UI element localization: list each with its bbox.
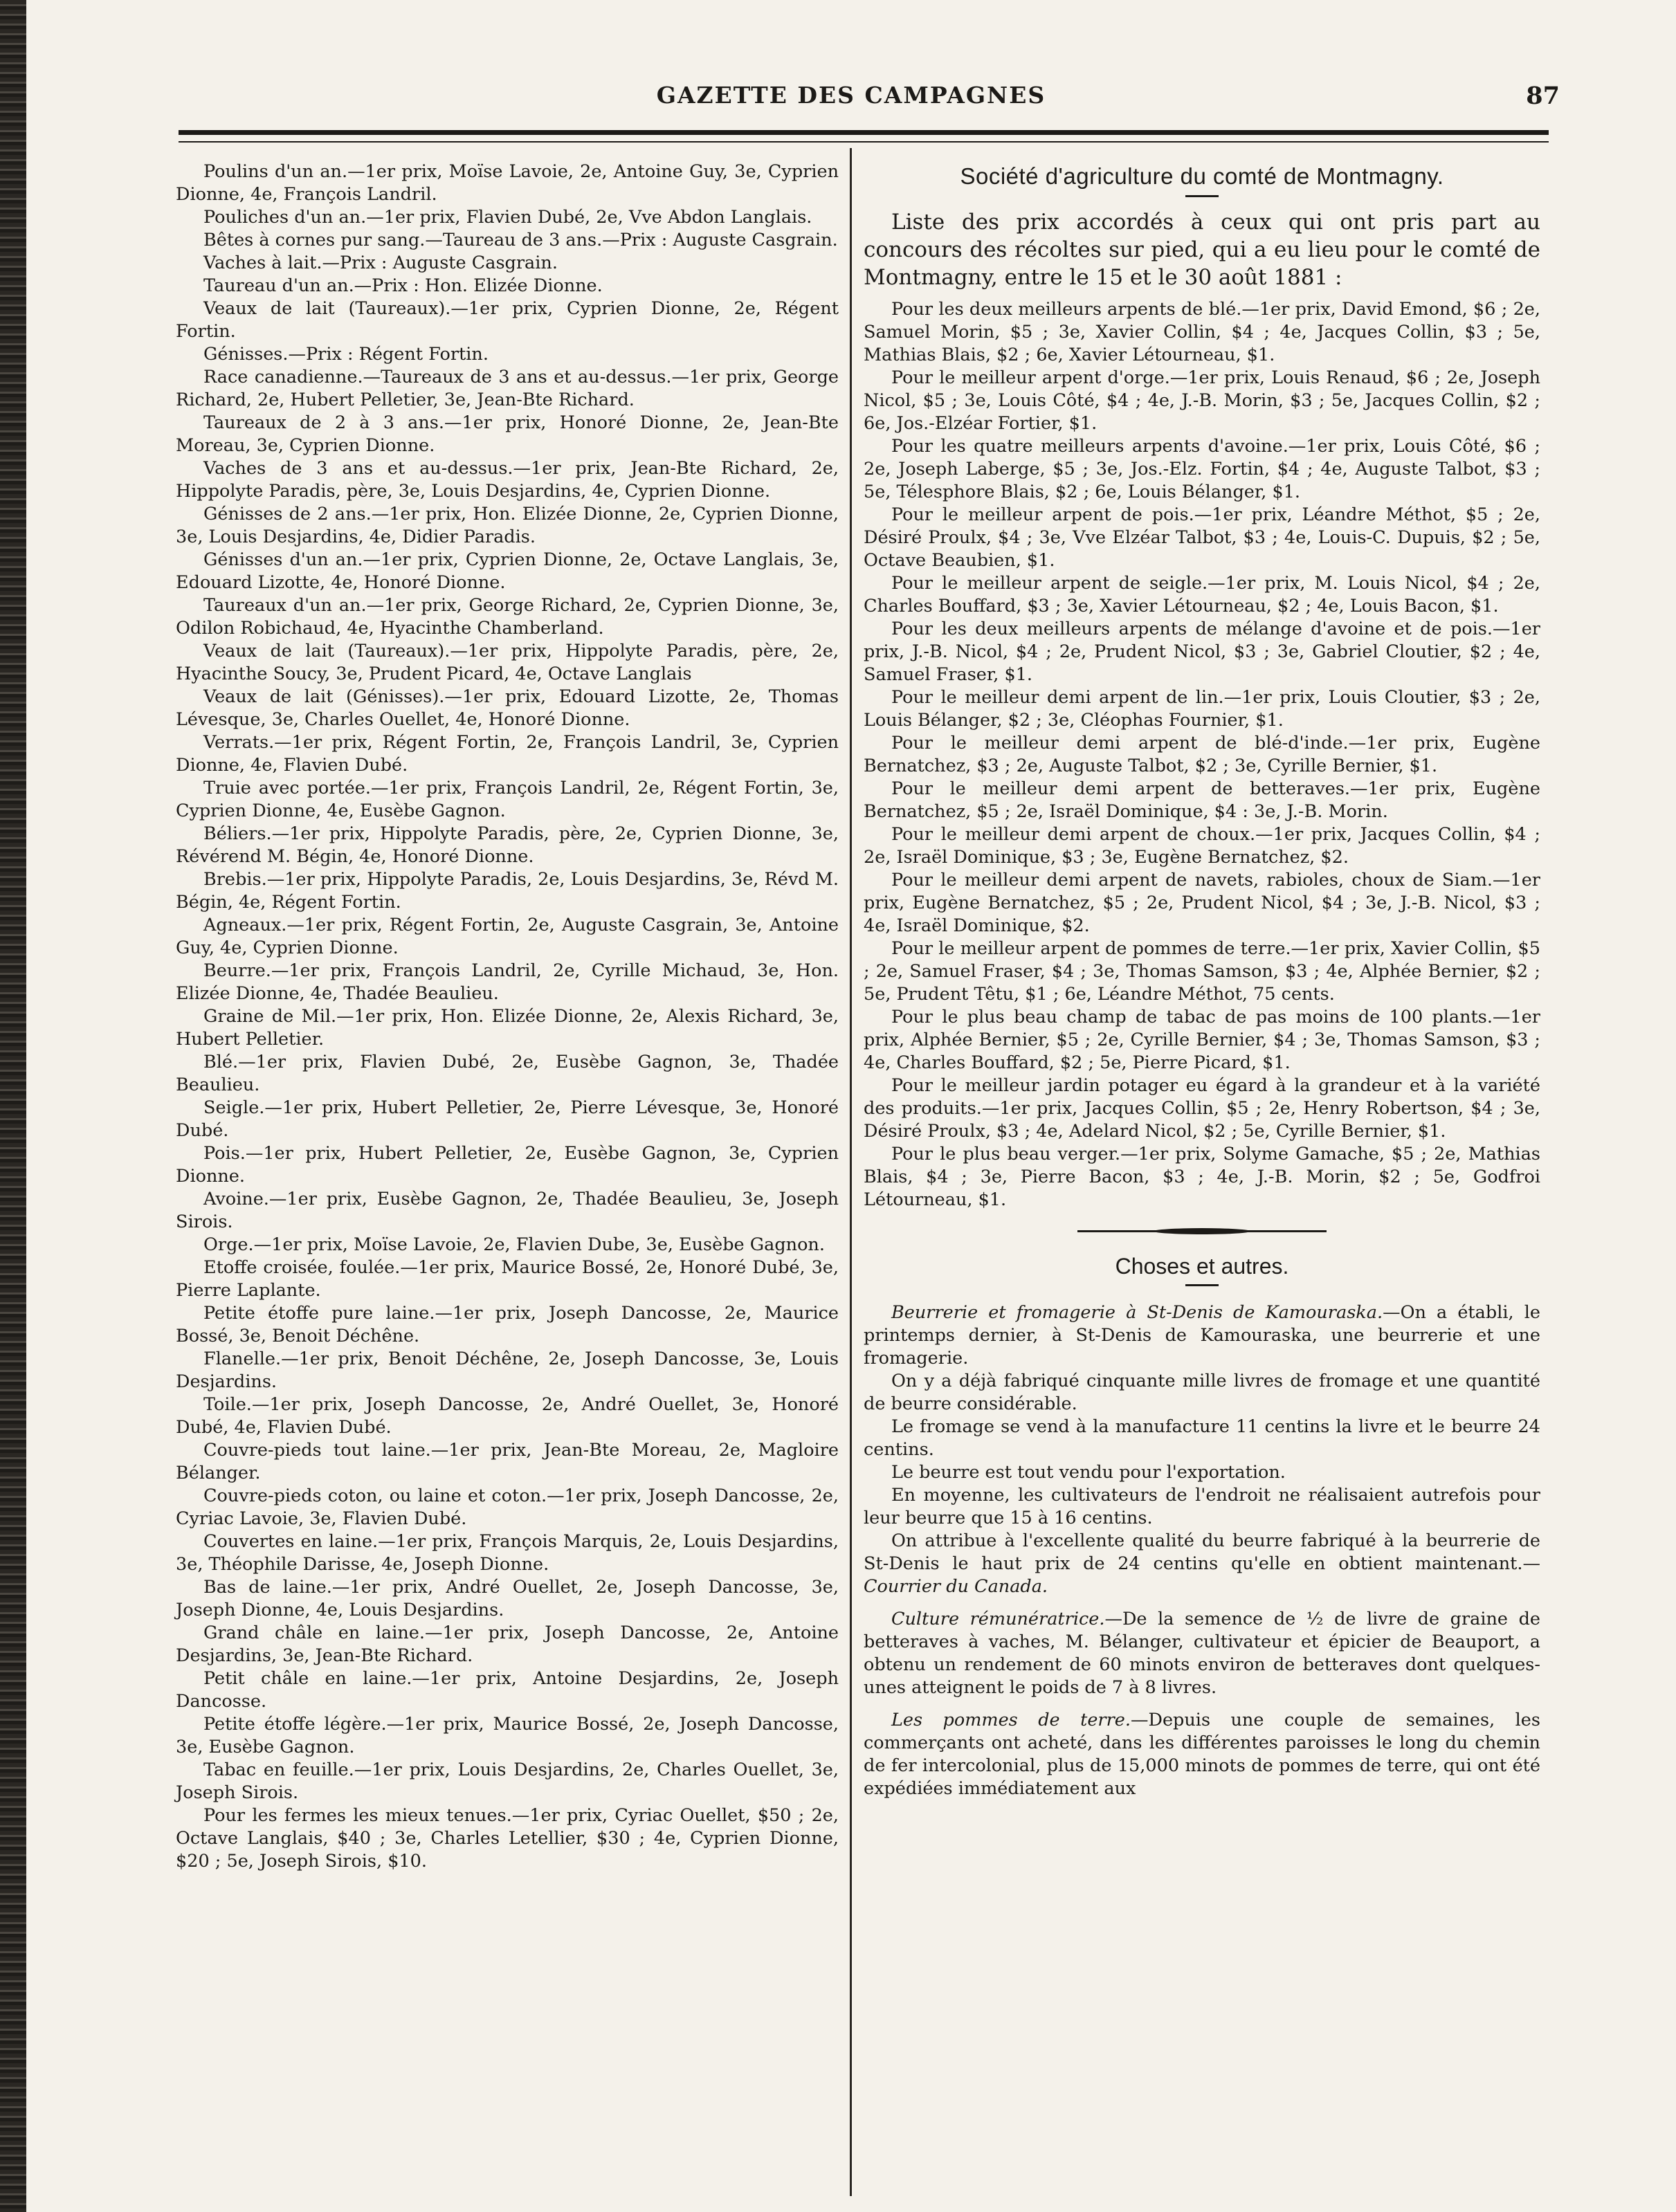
prize-paragraph: Béliers.—1er prix, Hippolyte Paradis, père, 2e, Cyprien Dionne, 3e, Révérend M. Bégin, 4e, Honoré Dionne.: [176, 823, 839, 867]
prize-paragraph: Toile.—1er prix, Joseph Dancosse, 2e, André Ouellet, 3e, Honoré Dubé, 4e, Flavien Dubé.: [176, 1394, 839, 1438]
prize-paragraph: Bêtes à cornes pur sang.—Taureau de 3 ans.—Prix : Auguste Casgrain.: [203, 230, 838, 250]
prize-paragraph: Avoine.—1er prix, Eusèbe Gagnon, 2e, Thadée Beaulieu, 3e, Joseph Sirois.: [176, 1189, 839, 1232]
prize-paragraph: Pois.—1er prix, Hubert Pelletier, 2e, Eusèbe Gagnon, 3e, Cyprien Dionne.: [176, 1143, 839, 1187]
prize-paragraph: Pour le meilleur arpent de pois.—1er prix, Léandre Méthot, $5 ; 2e, Désiré Proulx, $4 ; 3e, Vve Elzéar Talbot, $3 ; 4e, Louis-C. Dupuis, $2 ; 5e, Octave Beaubien, $1.: [864, 504, 1540, 571]
prize-paragraph: Génisses de 2 ans.—1er prix, Hon. Elizée Dionne, 2e, Cyprien Dionne, 3e, Louis Desjardins, 4e, Didier Paradis.: [176, 504, 839, 547]
prize-paragraph: Pour les deux meilleurs arpents de mélange d'avoine et de pois.—1er prix, J.-B. Nicol, $4 ; 2e, Prudent Nicol, $3 ; 3e, Gabriel Cloutier, $2 ; 4e, Samuel Fraser, $1.: [864, 619, 1540, 685]
news-paragraph: [864, 1530, 1540, 1598]
left-column: [176, 161, 839, 1873]
prize-paragraph: Seigle.—1er prix, Hubert Pelletier, 2e, Pierre Lévesque, 3e, Honoré Dubé.: [176, 1097, 839, 1141]
item-lead: Beurrerie et fromagerie à St-Denis de Kamouraska.: [891, 1302, 1383, 1323]
prize-paragraph: Tabac en feuille.—1er prix, Louis Desjardins, 2e, Charles Ouellet, 3e, Joseph Sirois.: [176, 1759, 839, 1803]
prize-paragraph: Verrats.—1er prix, Régent Fortin, 2e, François Landril, 3e, Cyprien Dionne, 4e, Flavien Dubé.: [176, 732, 839, 776]
news-paragraph: Le beurre est tout vendu pour l'exportation.: [891, 1462, 1286, 1483]
prize-paragraph: Pour les deux meilleurs arpents de blé.—1er prix, David Emond, $6 ; 2e, Samuel Morin, $5 ; 3e, Xavier Collin, $4 ; 4e, Jacques Collin, $3 ; 5e, Mathias Blais, $2 ; 6e, Xavier Létourneau, $1.: [864, 299, 1540, 365]
prize-paragraph: Couvre-pieds coton, ou laine et coton.—1er prix, Joseph Dancosse, 2e, Cyriac Lavoie, 3e, Flavien Dubé.: [176, 1486, 839, 1529]
publication-title: GAZETTE DES CAMPAGNES: [656, 82, 1046, 109]
prize-paragraph: Pour le plus beau verger.—1er prix, Solyme Gamache, $5 ; 2e, Mathias Blais, $4 ; 3e, Pierre Bacon, $3 ; 4e, J.-B. Morin, $2 ; 5e, Godfroi Létourneau, $1.: [864, 1144, 1540, 1210]
item-lead: Culture rémunératrice.: [891, 1609, 1105, 1629]
news-paragraph: En moyenne, les cultivateurs de l'endroit ne réalisaient autrefois pour leur beurre que 15 à 16 centins.: [864, 1485, 1540, 1528]
prize-paragraph: Grand châle en laine.—1er prix, Joseph Dancosse, 2e, Antoine Desjardins, 3e, Jean-Bte Richard.: [176, 1623, 839, 1666]
intro-paragraph: Liste des prix accordés à ceux qui ont pris part au concours des récoltes sur pied, qui a eu lieu pour le comté de Montmagny, entre le 15 et le 30 août 1881 :: [864, 210, 1540, 290]
running-head: [26, 82, 1676, 116]
prize-paragraph: Petit châle en laine.—1er prix, Antoine Desjardins, 2e, Joseph Dancosse.: [176, 1668, 839, 1712]
prize-paragraph: Pour le meilleur demi arpent de navets, rabioles, choux de Siam.—1er prix, Eugène Bernatchez, $5 ; 2e, Prudent Nicol, $4 ; 3e, J.-B. Nicol, $3 ; 4e, Israël Dominique, $2.: [864, 870, 1540, 936]
prize-paragraph: Taureau d'un an.—Prix : Hon. Elizée Dionne.: [203, 275, 603, 296]
prize-paragraph: Couvertes en laine.—1er prix, François Marquis, 2e, Louis Desjardins, 3e, Théophile Darisse, 4e, Joseph Dionne.: [176, 1531, 839, 1575]
prize-paragraph: Petite étoffe légère.—1er prix, Maurice Bossé, 2e, Joseph Dancosse, 3e, Eusèbe Gagnon.: [176, 1714, 839, 1757]
prize-paragraph: Pour le meilleur jardin potager eu égard à la grandeur et à la variété des produits.—1er prix, Jacques Collin, $5 ; 2e, Henry Robertson, $4 ; 3e, Désiré Proulx, $3 ; 4e, Adelard Nicol, $2 ; 5e, Cyrille Bernier, $1.: [864, 1075, 1540, 1142]
prize-paragraph: Pour le meilleur demi arpent de lin.—1er prix, Louis Cloutier, $3 ; 2e, Louis Bélanger, $2 ; 3e, Cléophas Fournier, $1.: [864, 687, 1540, 731]
news-paragraph: [864, 1709, 1540, 1800]
prize-paragraph: Veaux de lait (Taureaux).—1er prix, Hippolyte Paradis, père, 2e, Hyacinthe Soucy, 3e, Prudent Picard, 4e, Octave Langlais: [176, 641, 839, 684]
prize-paragraph: Pour le meilleur demi arpent de choux.—1er prix, Jacques Collin, $4 ; 2e, Israël Dominique, $3 ; 3e, Eugène Bernatchez, $2.: [864, 824, 1540, 868]
prize-paragraph: Vaches de 3 ans et au-dessus.—1er prix, Jean-Bte Richard, 2e, Hippolyte Paradis, père, 3e, Louis Desjardins, 4e, Cyprien Dionne.: [176, 458, 839, 502]
item-text: —On a établi, le printemps dernier, à St-Denis de Kamouraska, une beurrerie et une fromagerie.: [864, 1302, 1540, 1369]
prize-paragraph: Taureaux de 2 à 3 ans.—1er prix, Honoré Dionne, 2e, Jean-Bte Moreau, 3e, Cyprien Dionne.: [176, 412, 839, 456]
prize-paragraph: Poulins d'un an.—1er prix, Moïse Lavoie, 2e, Antoine Guy, 3e, Cyprien Dionne, 4e, François Landril.: [176, 161, 839, 205]
prize-paragraph: Taureaux d'un an.—1er prix, George Richard, 2e, Cyprien Dionne, 3e, Odilon Robichaud, 4e, Hyacinthe Chamberland.: [176, 595, 839, 639]
prize-paragraph: Petite étoffe pure laine.—1er prix, Joseph Dancosse, 2e, Maurice Bossé, 3e, Benoit Déchêne.: [176, 1303, 839, 1346]
prize-paragraph: Pour le meilleur arpent de seigle.—1er prix, M. Louis Nicol, $4 ; 2e, Charles Bouffard, $3 ; 3e, Xavier Létourneau, $2 ; 4e, Louis Bacon, $1.: [864, 573, 1540, 616]
ornamental-divider: [1077, 1230, 1327, 1233]
header-rule-thin: [179, 141, 1549, 143]
prize-paragraph: Pour le plus beau champ de tabac de pas moins de 100 plants.—1er prix, Alphée Bernier, $5 ; 2e, Cyrille Bernier, $4 ; 3e, Thomas Samson, $3 ; 4e, Charles Bouffard, $2 ; 5e, Pierre Picard, $1.: [864, 1007, 1540, 1073]
prize-paragraph: Bas de laine.—1er prix, André Ouellet, 2e, Joseph Dancosse, 3e, Joseph Dionne, 4e, Louis Desjardins.: [176, 1577, 839, 1620]
prize-paragraph: Pouliches d'un an.—1er prix, Flavien Dubé, 2e, Vve Abdon Langlais.: [203, 207, 812, 228]
news-paragraph: On y a déjà fabriqué cinquante mille livres de fromage et une quantité de beurre considérable.: [864, 1371, 1540, 1414]
item-text: —Depuis une couple de semaines, les commerçants ont acheté, dans les différentes paroisses le long du chemin de fer intercolonial, plus de 15,000 minots de pommes de terre, qui ont été expédiées immédiatement aux: [864, 1710, 1540, 1799]
column-divider: [850, 148, 852, 2196]
section-title-rule: [1185, 195, 1219, 197]
page-number: 87: [1526, 82, 1560, 110]
prize-paragraph: Orge.—1er prix, Moïse Lavoie, 2e, Flavien Dube, 3e, Eusèbe Gagnon.: [203, 1234, 825, 1255]
section-title-montmagny: Société d'agriculture du comté de Montmagny.: [960, 163, 1444, 189]
prize-paragraph: Race canadienne.—Taureaux de 3 ans et au-dessus.—1er prix, George Richard, 2e, Hubert Pelletier, 3e, Jean-Bte Richard.: [176, 367, 839, 410]
prize-paragraph: Truie avec portée.—1er prix, François Landril, 2e, Régent Fortin, 3e, Cyprien Dionne, 4e, Eusèbe Gagnon.: [176, 778, 839, 821]
newspaper-page: [26, 0, 1676, 2212]
prize-paragraph: Graine de Mil.—1er prix, Hon. Elizée Dionne, 2e, Alexis Richard, 3e, Hubert Pelletier.: [176, 1006, 839, 1050]
item-source: Courrier du Canada.: [864, 1576, 1048, 1597]
prize-paragraph: Génisses.—Prix : Régent Fortin.: [203, 344, 489, 365]
item-lead: Les pommes de terre.: [891, 1710, 1131, 1730]
prize-paragraph: Pour les quatre meilleurs arpents d'avoine.—1er prix, Louis Côté, $6 ; 2e, Joseph Laberge, $5 ; 3e, Jos.-Elz. Fortin, $4 ; 4e, Auguste Talbot, $3 ; 5e, Télesphore Blais, $2 ; 6e, Louis Bélanger, $1.: [864, 436, 1540, 502]
prize-paragraph: Pour les fermes les mieux tenues.—1er prix, Cyriac Ouellet, $50 ; 2e, Octave Langlais, $40 ; 3e, Charles Letellier, $30 ; 4e, Cyprien Dionne, $20 ; 5e, Joseph Sirois, $10.: [176, 1805, 839, 1872]
prize-paragraph: Couvre-pieds tout laine.—1er prix, Jean-Bte Moreau, 2e, Magloire Bélanger.: [176, 1440, 839, 1483]
prize-paragraph: Flanelle.—1er prix, Benoit Déchêne, 2e, Joseph Dancosse, 3e, Louis Desjardins.: [176, 1349, 839, 1392]
book-binding-edge: [0, 0, 26, 2212]
prize-paragraph: Vaches à lait.—Prix : Auguste Casgrain.: [203, 253, 558, 273]
prize-paragraph: Beurre.—1er prix, François Landril, 2e, Cyrille Michaud, 3e, Hon. Elizée Dionne, 4e, Thadée Beaulieu.: [176, 960, 839, 1004]
section-title-rule: [1185, 1284, 1219, 1286]
item-text: —De la semence de ½ de livre de graine de betteraves à vaches, M. Bélanger, cultivateur et épicier de Beauport, a obtenu un rendement de 60 minots environ de betteraves dont quelques-unes atteignent le poids de 7 à 8 livres.: [864, 1609, 1540, 1698]
item-text: On attribue à l'excellente qualité du beurre fabriqué à la beurrerie de St-Denis le haut prix de 24 centins qu'elle en obtient maintenant.—: [864, 1530, 1540, 1574]
prize-paragraph: Veaux de lait (Génisses).—1er prix, Edouard Lizotte, 2e, Thomas Lévesque, 3e, Charles Ouellet, 4e, Honoré Dionne.: [176, 686, 839, 730]
news-paragraph: [864, 1608, 1540, 1699]
section-title-choses-et-autres: Choses et autres.: [1115, 1254, 1289, 1279]
prize-paragraph: Agneaux.—1er prix, Régent Fortin, 2e, Auguste Casgrain, 3e, Antoine Guy, 4e, Cyprien Dionne.: [176, 915, 839, 958]
header-rule-thick: [179, 130, 1549, 135]
prize-paragraph: Veaux de lait (Taureaux).—1er prix, Cyprien Dionne, 2e, Régent Fortin.: [176, 298, 839, 342]
prize-paragraph: Pour le meilleur arpent de pommes de terre.—1er prix, Xavier Collin, $5 ; 2e, Samuel Fraser, $4 ; 3e, Thomas Samson, $3 ; 4e, Alphée Bernier, $2 ; 5e, Prudent Têtu, $1 ; 6e, Léandre Méthot, 75 cents.: [864, 938, 1540, 1005]
section-intro: [864, 208, 1540, 291]
prize-paragraph: Génisses d'un an.—1er prix, Cyprien Dionne, 2e, Octave Langlais, 3e, Edouard Lizotte, 4e, Honoré Dionne.: [176, 549, 839, 593]
prize-paragraph: Etoffe croisée, foulée.—1er prix, Maurice Bossé, 2e, Honoré Dubé, 3e, Pierre Laplante.: [176, 1257, 839, 1301]
prize-paragraph: Blé.—1er prix, Flavien Dubé, 2e, Eusèbe Gagnon, 3e, Thadée Beaulieu.: [176, 1052, 839, 1095]
news-paragraph: Le fromage se vend à la manufacture 11 centins la livre et le beurre 24 centins.: [864, 1416, 1540, 1460]
news-paragraph: [864, 1301, 1540, 1370]
prize-paragraph: Pour le meilleur demi arpent de betteraves.—1er prix, Eugène Bernatchez, $5 ; 2e, Israël Dominique, $4 : 3e, J.-B. Morin.: [864, 778, 1540, 822]
prize-paragraph: Pour le meilleur demi arpent de blé-d'inde.—1er prix, Eugène Bernatchez, $3 ; 2e, Auguste Talbot, $2 ; 3e, Cyrille Bernier, $1.: [864, 733, 1540, 776]
right-column: [864, 161, 1540, 1800]
prize-paragraph: Pour le meilleur arpent d'orge.—1er prix, Louis Renaud, $6 ; 2e, Joseph Nicol, $5 ; 3e, Louis Côté, $4 ; 4e, J.-B. Morin, $3 ; 5e, Jacques Collin, $2 ; 6e, Jos.-Elzéar Fortier, $1.: [864, 367, 1540, 434]
prize-paragraph: Brebis.—1er prix, Hippolyte Paradis, 2e, Louis Desjardins, 3e, Révd M. Bégin, 4e, Régent Fortin.: [176, 869, 839, 913]
